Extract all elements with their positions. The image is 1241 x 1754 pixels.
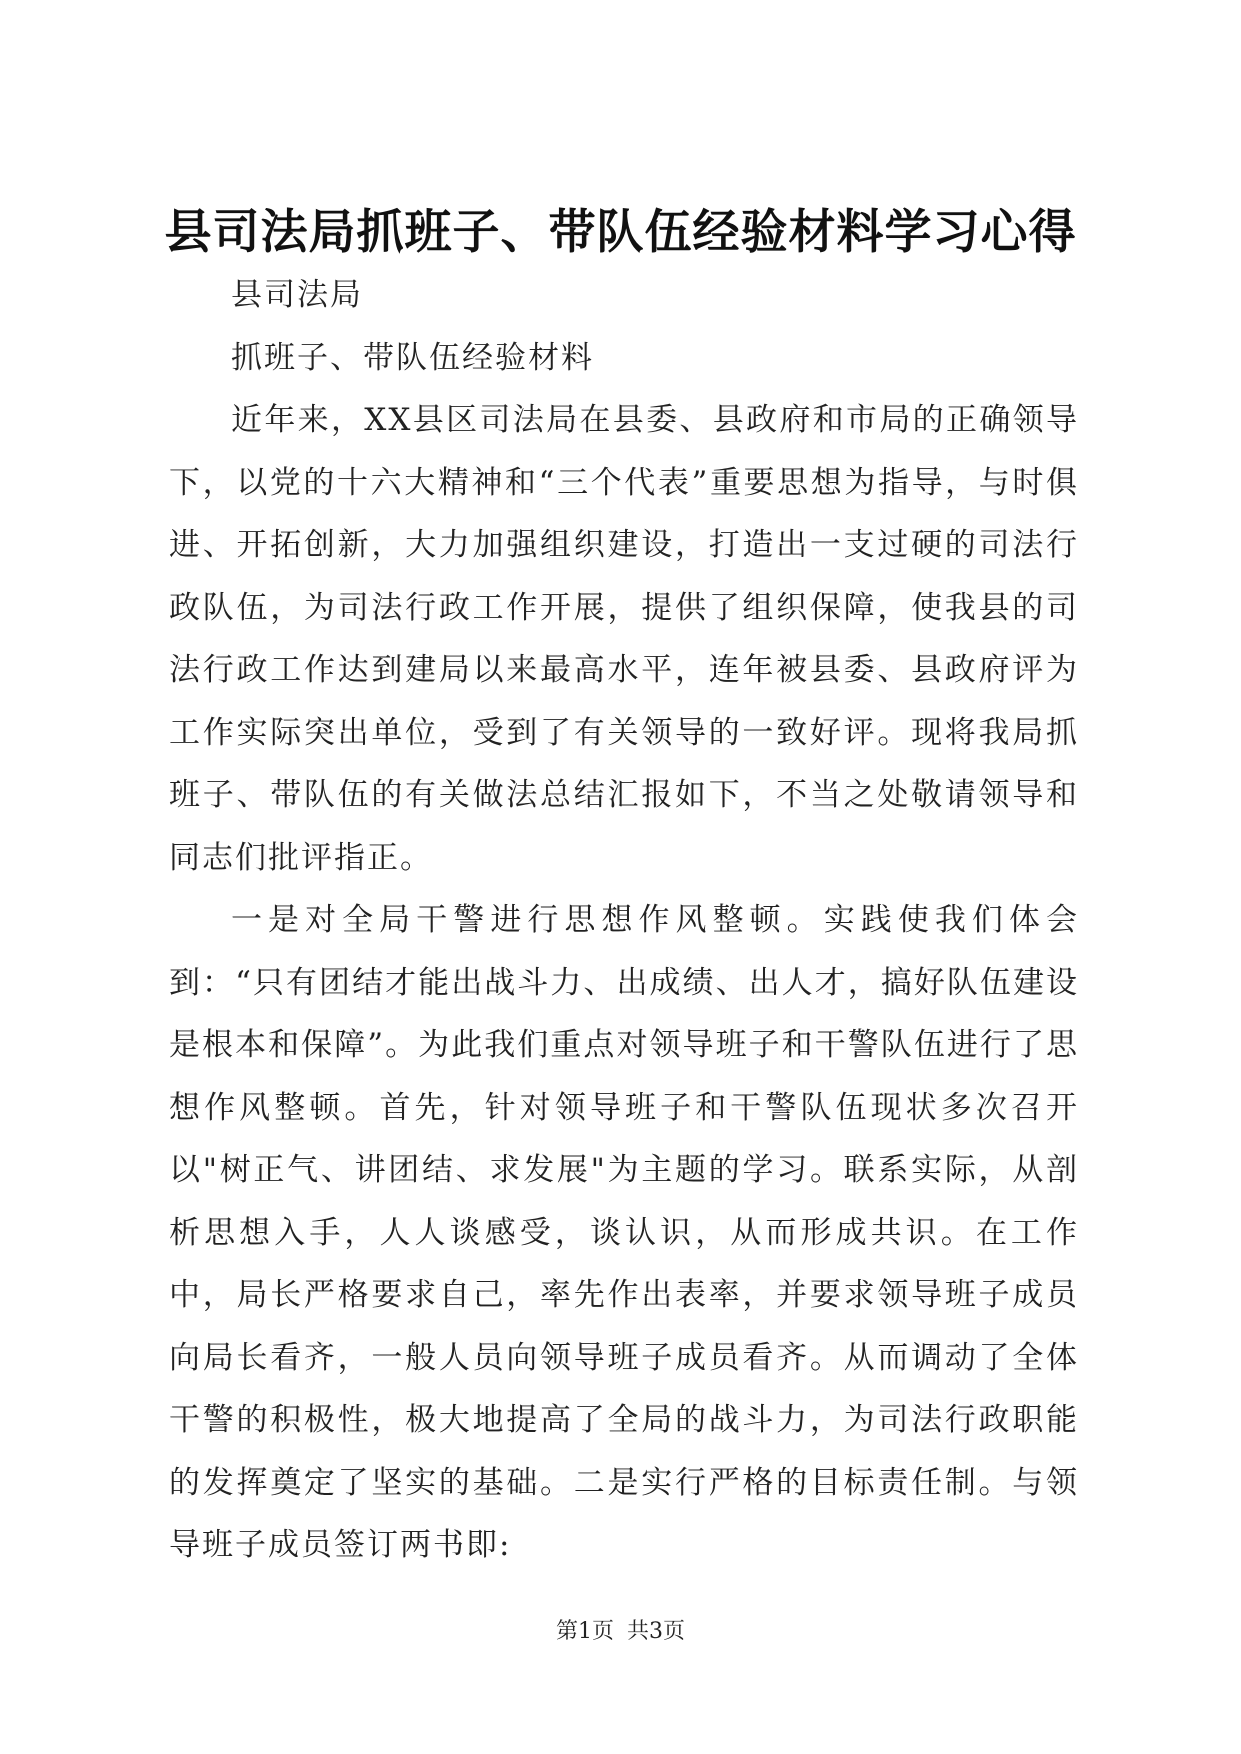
paragraph-subtitle: 抓班子、带队伍经验材料: [231, 339, 594, 376]
paragraph-department: 县司法局: [231, 277, 363, 313]
page-number: 第1页: [556, 1619, 614, 1644]
page-footer: [0, 1614, 1241, 1645]
document-title: 县司法局抓班子、带队伍经验材料学习心得: [164, 205, 1077, 260]
page-total: 共3页: [627, 1619, 685, 1644]
paragraph-first-point: 一是对全局干警进行思想作风整顿。实践使我们体会到：“只有团结才能出战斗力、出成绩、出人才，搞好队伍建设是根本和保障”。为此我们重点对领导班子和干警队伍进行了思想作风整顿。首先，针对领导班子和干警队伍现状多次召开以"树正气、讲团结、求发展"为主题的学习。联系实际，从剖析思想入手，人人谈感受，谈认识，从而形成共识。在工作中，局长严格要求自己，率先作出表率，并要求领导班子成员向局长看齐，一般人员向领导班子成员看齐。从而调动了全体干警的积极性，极大地提高了全局的战斗力，为司法行政职能的发挥奠定了坚实的基础。二是实行严格的目标责任制。与领导班子成员签订两书即:: [169, 902, 1079, 1563]
document-body: [169, 264, 1079, 1577]
paragraph-intro: 近年来，XX县区司法局在县委、县政府和市局的正确领导下，以党的十六大精神和“三个代表”重要思想为指导，与时俱进、开拓创新，大力加强组织建设，打造出一支过硬的司法行政队伍，为司法行政工作开展，提供了组织保障，使我县的司法行政工作达到建局以来最高水平，连年被县委、县政府评为工作实际突出单位，受到了有关领导的一致好评。现将我局抓班子、带队伍的有关做法总结汇报如下，不当之处敬请领导和同志们批评指正。: [169, 402, 1079, 876]
